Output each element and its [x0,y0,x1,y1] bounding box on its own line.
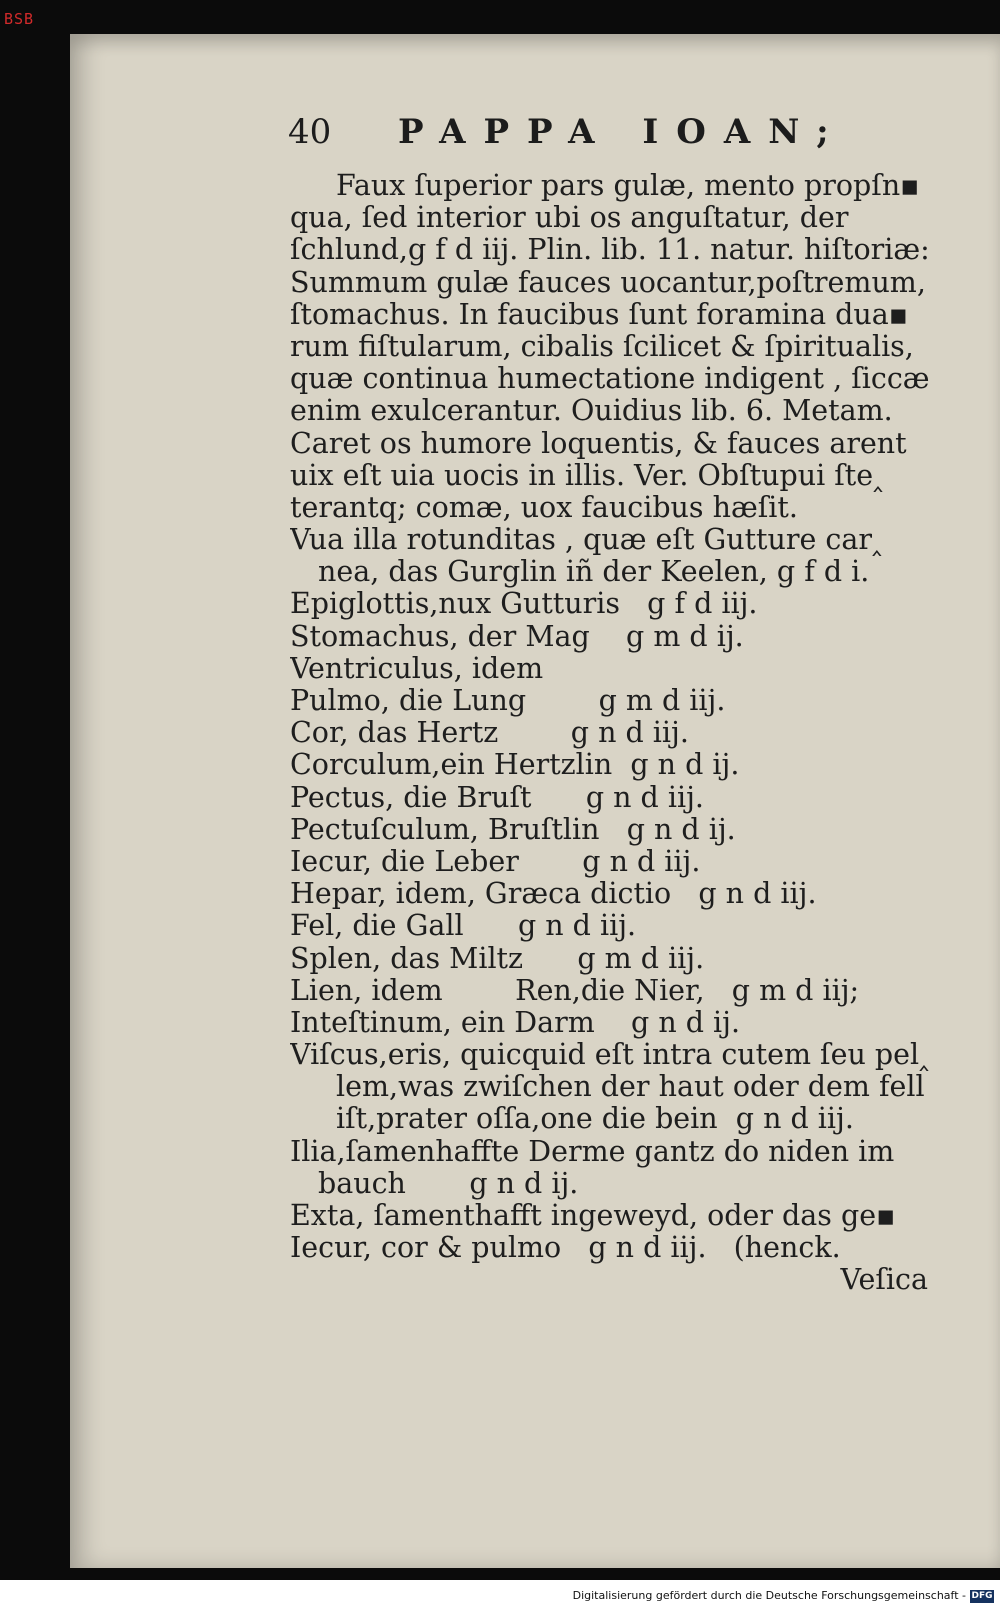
text-line: rum fiſtularum, cibalis ſcilicet & ſpiritualis, [290,330,914,363]
text-line: Corculum,ein Hertzlin g n d ij. [290,749,740,782]
text-line: Caret os humore loquentis, & fauces arent [290,427,907,460]
text-line: Lien, idem Ren,die Nier, g m d iij; [290,974,860,1007]
text-line: Pectuſculum, Bruſtlin g n d ij. [290,813,736,846]
text-line: Hepar, idem, Græca dictio g n d iij. [290,878,817,911]
running-head-title: PAPPA IOAN; [398,112,847,152]
text-line: Exta, ſamenthafft ingeweyd, oder das ge▪ [290,1200,896,1232]
text-line: Vua illa rotunditas , quæ eſt Gutture car‸ [290,524,882,557]
text-line: terantq; comæ, uox faucibus hæſit. [290,491,798,524]
bsb-watermark: BSB [4,10,35,28]
text-line: quæ continua humectatione indigent , ſiccæ [290,363,930,396]
text-line: Iecur, die Leber g n d iij. [290,845,701,878]
text-line: Ilia,ſamenhaffte Derme gantz do niden im [290,1135,895,1168]
text-line: Cor, das Hertz g n d iij. [290,717,689,750]
text-line: Epiglottis,nux Gutturis g f d iij. [290,588,758,621]
text-line: enim exulcerantur. Ouidius lib. 6. Metam. [290,395,893,428]
text-line: nea, das Gurglin iñ der Keelen, g f d i. [318,556,870,589]
text-line: uix eſt uia uocis in illis. Ver. Obſtupui ſte‸ [290,459,883,492]
text-line: Fel, die Gall g n d iij. [290,910,637,943]
text-line: Inteſtinum, ein Darm g n d ij. [290,1006,741,1039]
text-line: Iecur, cor & pulmo g n d iij. (henck. [290,1232,841,1265]
text-line: Stomachus, der Mag g m d ij. [290,620,744,653]
text-line: Pectus, die Bruſt g n d iij. [290,781,704,814]
text-line: Pulmo, die Lung g m d iij. [290,685,726,717]
page-number: 40 [288,112,332,152]
text-block [290,170,938,1297]
text-line: ſtomachus. In faucibus ſunt foramina dua▪ [290,298,909,331]
dfg-logo: DFG [971,1591,993,1601]
text-line: qua, ſed interior ubi os anguſtatur, der [290,202,849,235]
digitization-credit: Digitalisierung gefördert durch die Deutsche Forschungsgemeinschaft - [572,1589,966,1602]
text-line: lem,was zwiſchen der haut oder dem fell [336,1071,925,1104]
running-head [288,112,848,158]
catchword: Veſica [840,1264,928,1297]
text-line: Summum gulæ fauces uocantur,poſtremum, [290,266,926,299]
text-line: Viſcus,eris, quicquid eſt intra cutem ſeu pel‸ [290,1039,929,1072]
text-line: Splen, das Miltz g m d iij. [290,942,705,975]
text-line: Ventriculus, idem [290,652,544,685]
text-line: bauch g n d ij. [318,1167,579,1200]
text-line: iſt,prater oſſa,one die bein g n d iij. [336,1103,854,1136]
text-line: ſchlund,g f d iij. Plin. lib. 11. natur. hiſtoriæ: [290,234,930,267]
text-line: Faux ſuperior pars gulæ, mento propſn▪ [336,170,920,202]
